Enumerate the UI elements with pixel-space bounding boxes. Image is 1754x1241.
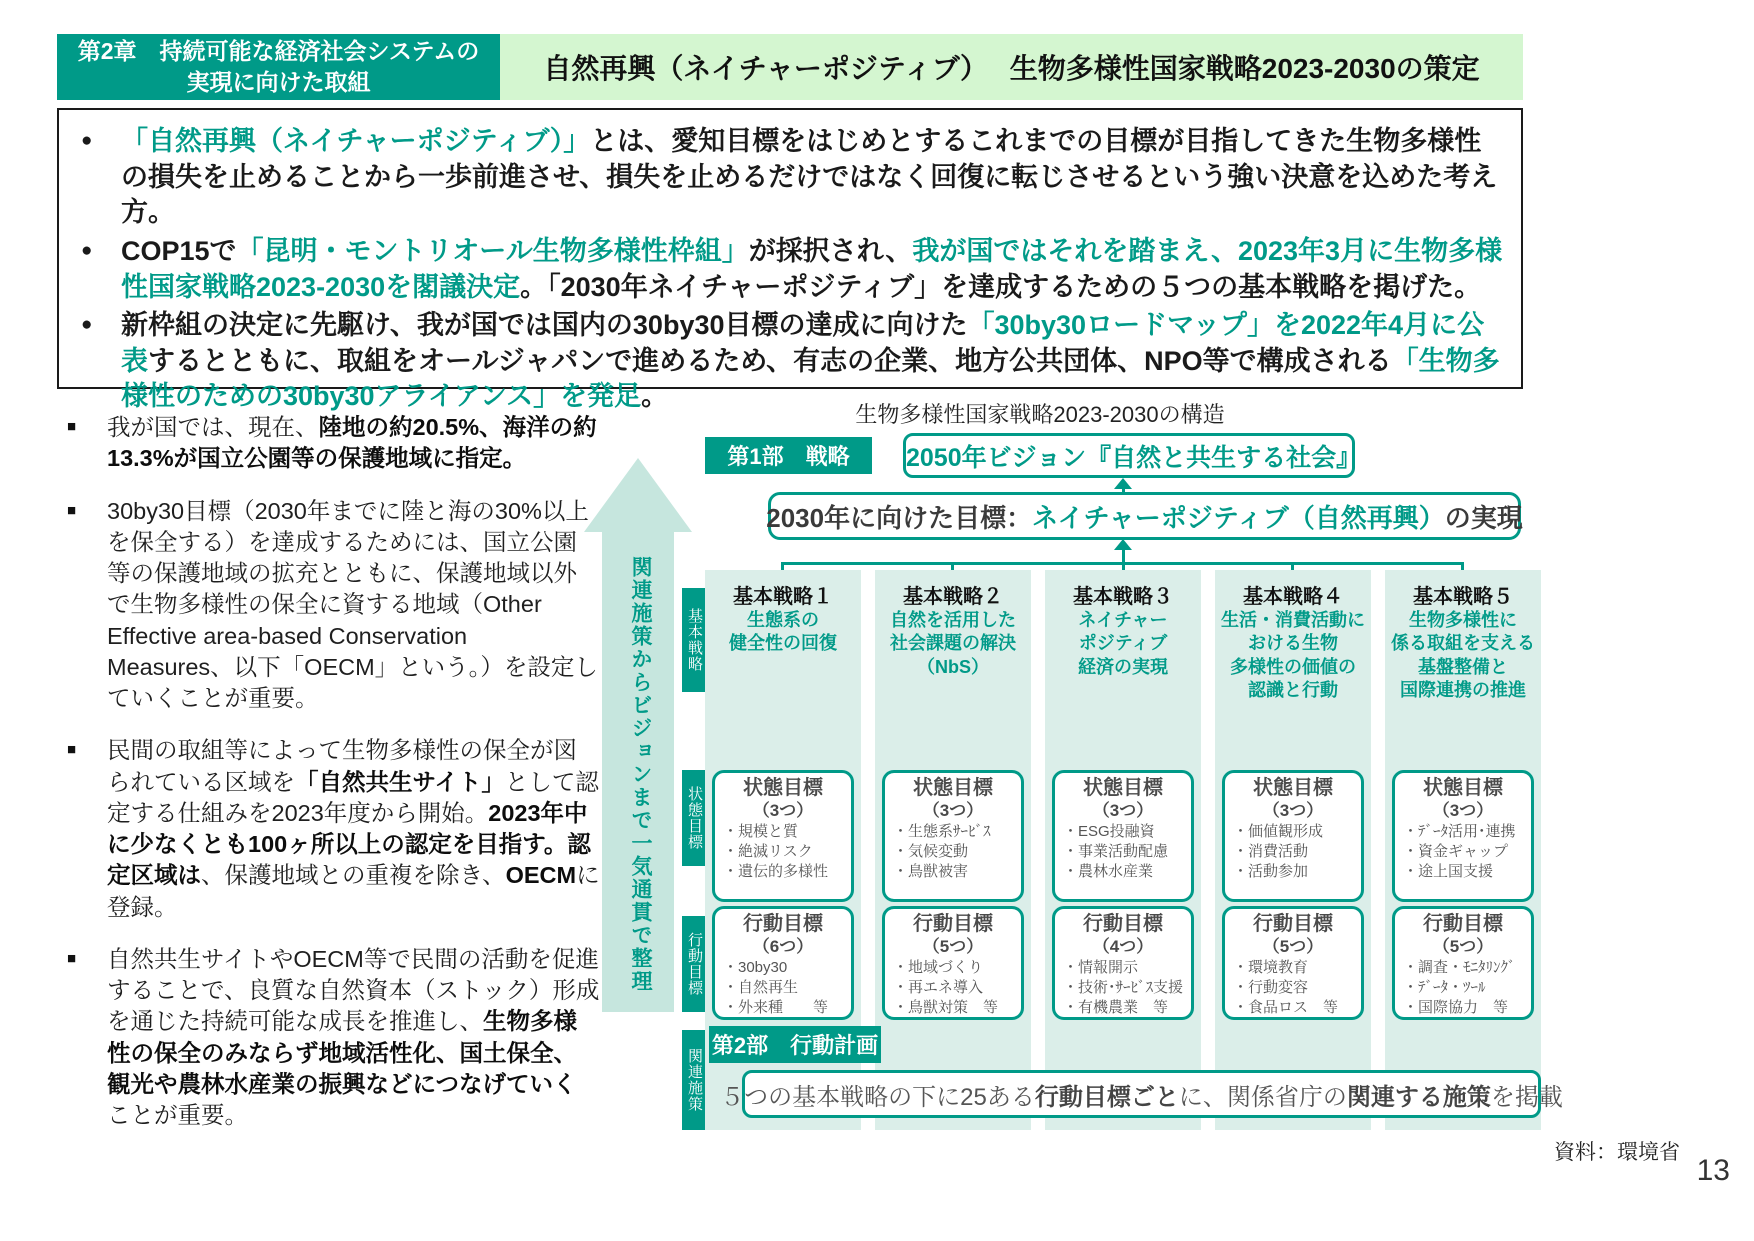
goal-item: ・外来種 等: [723, 998, 829, 1016]
state-goals-title: 状態目標: [743, 777, 823, 799]
goal-item: ・国際協力 等: [1403, 998, 1509, 1016]
goal-item: ・自然再生: [723, 979, 799, 997]
strategy-name: 基本戦略２: [903, 586, 1003, 608]
goal-item: ・行動変容: [1233, 979, 1309, 997]
arrow-label: 関連施策からビジョンまで一気通貫で整理: [629, 556, 652, 993]
part2-label: 第2部 行動計画: [709, 1026, 881, 1063]
side-label-related-measures: 関連施策: [682, 1030, 707, 1130]
side-label-state-goals: 状態目標: [682, 770, 707, 866]
summary-box: [57, 108, 1523, 412]
strategy-name: 基本戦略４: [1243, 586, 1343, 608]
strategy-column: [1385, 570, 1541, 1130]
action-goals-count: （5つ）: [1262, 937, 1324, 956]
up-arrow-icon: [584, 458, 692, 532]
state-goals-items: [715, 821, 851, 881]
strategy-column: [1215, 570, 1371, 1130]
goal-item: ・ESG投融資: [1063, 823, 1155, 841]
note-bullet-text: 30by30目標（2030年までに陸と海の30%以上を保全する）を達成するためには、国立公園等の保護地域の拡充とともに、保護地域以外で生物多様性の保全に資する地域（Other Effective area-based Conservation Measures、以下「OECM」という。）を設定していくことが重要。: [107, 497, 598, 711]
action-goals-items: [1055, 957, 1191, 1017]
goal-item: ・事業活動配慮: [1063, 843, 1169, 861]
state-goals-title: 状態目標: [1423, 777, 1503, 799]
goal-item: ・調査・ﾓﾆﾀﾘﾝｸﾞ: [1403, 959, 1516, 977]
strategy-subtitle: 自然を活用した 社会課題の解決 （NbS）: [890, 610, 1016, 677]
action-goals-items: [715, 957, 851, 1017]
note-bullet: [60, 412, 600, 475]
state-goals-title: 状態目標: [1083, 777, 1163, 799]
state-goals-box: [1052, 770, 1194, 902]
goal-item: ・ﾃﾞｰﾀ・ﾂｰﾙ: [1403, 979, 1486, 997]
source-credit: 資料：環境省: [1554, 1141, 1680, 1164]
vision-box: 2050年ビジョン『自然と共生する社会』: [903, 433, 1355, 478]
action-goals-box: [1392, 906, 1534, 1020]
state-goals-items: [1395, 821, 1531, 881]
action-goals-count: （6つ）: [752, 937, 814, 956]
goal-item: ・環境教育: [1233, 959, 1309, 977]
action-goals-items: [1395, 957, 1531, 1017]
goal-item: ・価値観形成: [1233, 823, 1324, 841]
state-goals-title: 状態目標: [913, 777, 993, 799]
summary-bullet-text: COP15で「昆明・モントリオール生物多様性枠組」が採択され、我が国ではそれを踏まえ、2023年3月に生物多様性国家戦略2023-2030を閣議決定。「2030年ネイチャーポジティブ」を達成するための５つの基本戦略を掲げた。: [121, 235, 1503, 302]
page-title: 自然再興（ネイチャーポジティブ） 生物多様性国家戦略2023-2030の策定: [500, 34, 1523, 100]
goal-item: ・活動参加: [1233, 862, 1309, 880]
goal-item: ・気候変動: [893, 843, 969, 861]
arrow-up-icon: [1114, 539, 1132, 550]
bullet-icon: ■: [67, 949, 77, 967]
action-goals-box: [1052, 906, 1194, 1020]
action-goals-title: 行動目標: [1083, 913, 1163, 935]
summary-list: [71, 124, 1505, 415]
state-goals-count: （3つ）: [1262, 801, 1324, 820]
strategy-subtitle: 生活・消費活動に おける生物 多様性の価値の 認識と行動: [1221, 610, 1365, 701]
page-number: 13: [1696, 1154, 1730, 1187]
action-goals-count: （4つ）: [1092, 937, 1154, 956]
goal-item: ・生態系ｻｰﾋﾞｽ: [893, 823, 991, 841]
part1-label: 第1部 戦略: [705, 437, 872, 474]
note-bullet-text: 自然共生サイトやOECM等で民間の活動を促進することで、良質な自然資本（ストック）形成を通じた持続可能な成長を推進し、生物多様性の保全のみならず地域活性化、国土保全、観光や農林水産業の振興などにつなげていくことが重要。: [107, 945, 600, 1128]
strategy-name: 基本戦略３: [1073, 586, 1173, 608]
state-goals-box: [1392, 770, 1534, 902]
goal-item: ・食品ロス 等: [1233, 998, 1339, 1016]
goal-item: ・情報開示: [1063, 959, 1139, 977]
action-goals-items: [885, 957, 1021, 1017]
state-goals-count: （3つ）: [752, 801, 814, 820]
action-goals-count: （5つ）: [1432, 937, 1494, 956]
summary-bullet: [71, 234, 1505, 305]
bullet-icon: ■: [67, 741, 77, 759]
state-goals-count: （3つ）: [1092, 801, 1154, 820]
diagram-title: 生物多様性国家戦略2023-2030の構造: [855, 402, 1225, 427]
strategy-name: 基本戦略５: [1413, 586, 1513, 608]
action-goals-box: [712, 906, 854, 1020]
action-goals-count: （5つ）: [922, 937, 984, 956]
goal-item: ・再エネ導入: [893, 979, 984, 997]
strategy-subtitle: 生態系の 健全性の回復: [729, 610, 837, 654]
notes-list: [60, 412, 600, 1131]
chapter-banner: 第2章 持続可能な経済社会システムの 実現に向けた取組: [57, 34, 500, 100]
arrow-up-icon: [1114, 478, 1132, 489]
summary-bullet-text: 「自然再興（ネイチャーポジティブ）」とは、愛知目標をはじめとするこれまでの目標が目指してきた生物多様性の損失を止めることから一歩前進させ、損失を止めるだけではなく回復に転じさせるという強い決意を込めた考え方。: [121, 126, 1498, 228]
bullet-icon: ●: [81, 239, 93, 261]
goal-item: ・有機農業 等: [1063, 998, 1169, 1016]
goal-item: ・絶滅リスク: [723, 843, 813, 861]
state-goals-title: 状態目標: [1253, 777, 1333, 799]
action-goals-title: 行動目標: [743, 913, 823, 935]
summary-bullet: [71, 124, 1505, 231]
action-goals-box: [882, 906, 1024, 1020]
strategy-column: [875, 570, 1031, 1130]
goal-item: ・遺伝的多様性: [723, 862, 829, 880]
goal-item: ・農林水産業: [1063, 862, 1154, 880]
action-goals-items: [1225, 957, 1361, 1017]
note-bullet-text: 民間の取組等によって生物多様性の保全が図られている区域を「自然共生サイト」として認定する仕組みを2023年度から開始。2023年中に少なくとも100ヶ所以上の認定を目指す。認定区域は、保護地域との重複を除き、OECMに登録。: [107, 737, 600, 920]
action-goals-title: 行動目標: [913, 913, 993, 935]
goal-item: ・途上国支援: [1403, 862, 1494, 880]
state-goals-box: [1222, 770, 1364, 902]
action-goals-box: [1222, 906, 1364, 1020]
strategy-subtitle: ネイチャー ポジティブ 経済の実現: [1078, 610, 1168, 677]
side-label-action-goals: 行動目標: [682, 916, 707, 1012]
goal-item: ・鳥獣被害: [893, 862, 969, 880]
goal-item: ・30by30: [723, 959, 788, 977]
bullet-icon: ■: [67, 418, 77, 435]
goal-item: ・消費活動: [1233, 843, 1309, 861]
bullet-icon: ■: [67, 501, 77, 519]
strategy-column: [1045, 570, 1201, 1130]
goal-item: ・ﾃﾞｰﾀ活用･連携: [1403, 823, 1516, 841]
state-goals-box: [882, 770, 1024, 902]
goal-box: 2030年に向けた目標： ネイチャーポジティブ（自然再興） の実現: [768, 492, 1521, 540]
strategy-name: 基本戦略１: [733, 586, 833, 608]
action-goals-title: 行動目標: [1253, 913, 1333, 935]
state-goals-box: [712, 770, 854, 902]
note-bullet-text: 我が国では、現在、陸地の約20.5%、海洋の約13.3%が国立公園等の保護地域に指定。: [107, 414, 597, 472]
state-goals-items: [1225, 821, 1361, 881]
goal-item: ・鳥獣対策 等: [893, 998, 999, 1016]
note-bullet: [60, 496, 600, 715]
note-bullet: [60, 735, 600, 923]
action-plan-box: ５つの基本戦略の下に25ある 行動目標ごと に、関係省庁の 関連する施策 を掲載: [742, 1070, 1541, 1118]
summary-bullet-text: 新枠組の決定に先駆け、我が国では国内の30by30目標の達成に向けた「30by30ロードマップ」を2022年4月に公表するとともに、取組をオールジャパンで進めるため、有志の企業、地方公共団体、NPO等で構成される「生物多様性のための30by30アライアンス」を発足。: [121, 310, 1500, 412]
side-label-basic-strategy: 基本戦略: [682, 588, 707, 692]
state-goals-items: [885, 821, 1021, 881]
goal-item: ・資金ギャップ: [1403, 843, 1509, 861]
goal-item: ・地域づくり: [893, 959, 984, 977]
strategy-subtitle: 生物多様性に 係る取組を支える 基盤整備と 国際連携の推進: [1391, 610, 1535, 701]
goal-item: ・規模と質: [723, 823, 799, 841]
goal-item: ・技術･ｻｰﾋﾞｽ支援: [1063, 979, 1184, 997]
state-goals-count: （3つ）: [922, 801, 984, 820]
bullet-icon: ●: [81, 314, 93, 336]
notes-panel: [60, 412, 600, 1152]
action-goals-title: 行動目標: [1423, 913, 1503, 935]
bullet-icon: ●: [81, 130, 93, 151]
state-goals-count: （3つ）: [1432, 801, 1494, 820]
state-goals-items: [1055, 821, 1191, 881]
note-bullet: [60, 944, 600, 1132]
